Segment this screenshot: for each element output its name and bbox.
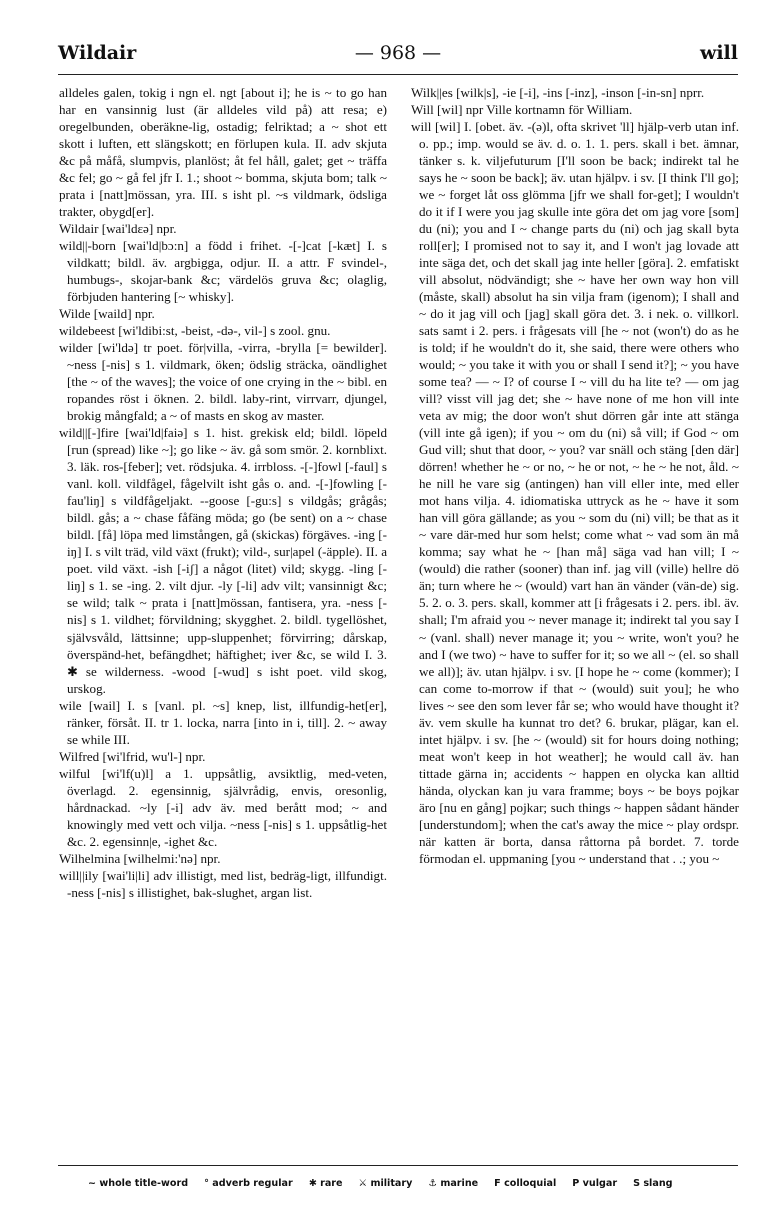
dictionary-entry: Wilde [waild] npr. bbox=[59, 306, 155, 322]
dictionary-entry: will||ily [wai'li|li] adv illistigt, med list, bedräg-ligt, illfundigt. -ness [-nis] s illistighet, bak-slughet, argan list. bbox=[59, 867, 387, 900]
dictionary-entry: Wilfred [wi'lfrid, wu'l-] npr. bbox=[59, 748, 206, 764]
page-number: — 968 — bbox=[354, 42, 442, 64]
legend-item: ~ whole title-word bbox=[88, 1177, 189, 1189]
dictionary-entry: wilful [wi'lf(u)l] a 1. uppsåtlig, avsiktlig, med-veten, överlagd. 2. egensinnig, självrådig, envis, oresonlig, hårdnackad. ~ly [-i] adv äv. med berått mod; ~ and knowingly med vett och vilja. ~ness [-nis] s 1. uppsåtlig-het &c. 2. egensinn|e, -ighet &c. bbox=[59, 765, 387, 849]
legend-item: ⚔ military bbox=[358, 1177, 413, 1189]
dictionary-entry: alldeles galen, tokig i ngn el. ngt [about i]; he is ~ to go han har en vansinnig lust (är alldeles vild på) att resa; e) oregelbunden, oberäkne-lig, ostadig; felriktad; a ~ shot ett skott i luften, ett slängskott; en förlupen kula. II. adv skjuta &c på måfå, slumpvis, planlöst; åt fel håll, galet; get ~ träffa &c fel; go ~ gå fel jfr I. 1.; shoot ~ bomma, skjuta bom; talk ~ prata i [natt]mössan, yra. III. s isht pl. ~s vildmark, ödsliga trakter, obygd[er]. bbox=[59, 85, 387, 220]
right-column bbox=[411, 84, 739, 867]
abbreviation-legend bbox=[88, 1172, 738, 1194]
legend-item: ⚓ marine bbox=[428, 1177, 479, 1189]
dictionary-entry: Wilk||es [wilk|s], -ie [-i], -ins [-inz], -inson [-in-sn] nprr. bbox=[411, 85, 705, 100]
dictionary-entry: wile [wail] I. s [vanl. pl. ~s] knep, list, illfundig-het[er], ränker, försåt. II. tr 1. locka, narra [into in i, till]. 2. ~ away se while III. bbox=[59, 697, 387, 747]
page-header bbox=[58, 42, 738, 72]
left-column bbox=[59, 84, 387, 901]
dictionary-entry: Will [wil] npr Ville kortnamn för William. bbox=[411, 102, 633, 118]
legend-item: P vulgar bbox=[572, 1177, 618, 1189]
left-guide-word: Wildair bbox=[58, 42, 137, 64]
dictionary-entry: Wilhelmina [wilhelmi:'nə] npr. bbox=[59, 850, 221, 866]
header-rule bbox=[58, 74, 738, 75]
legend-item: S slang bbox=[633, 1177, 673, 1189]
right-guide-word: will bbox=[699, 42, 738, 64]
legend-item: F colloquial bbox=[494, 1177, 557, 1189]
legend-item: ✱ rare bbox=[308, 1177, 343, 1189]
dictionary-entry: wilder [wi'ldə] tr poet. för|villa, -virra, -brylla [= bewilder]. ~ness [-nis] s 1. vildmark, öken; ödslig sträcka, oändlighet [the ~ of the waves]; the voice of one crying in the ~ bibl. en ropandes röst i öknen. 2. bildl. laby-rint, virrvarr, djungel, brokig mångfald; a ~ of masts en skog av master. bbox=[59, 340, 387, 424]
footer-rule bbox=[58, 1165, 738, 1166]
legend-item: ° adverb regular bbox=[204, 1177, 293, 1189]
dictionary-entry: Wildair [wai'ldɛə] npr. bbox=[59, 221, 177, 237]
dictionary-entry: wild||[-]fire [wai'ld|faiə] s 1. hist. grekisk eld; bildl. löpeld [run (spread) like ~]; go like ~ äv. gå som smör. 2. kornblixt. 3. läk. ros-[feber]; vet. rödsjuka. 4. irrbloss. -[-]fowl [-faul] s vanl. koll. vildfågel, fågelvilt isht gås o. and. -[-]fowling [-fau'liŋ] s vildfågeljakt. --goose [-gu:s] s vildgås; grågås; bildl. gås; a ~ chase fåfäng möda; go (be sent) on a ~ chase bildl. [få] löpa med limstången, gå (skickas) förgäves. -ing [-iŋ] I. s vilt träd, vild växt (frukt); vild-, sur|apel (-äpple). II. a poet. vild växt. -ish [-iʃ] a något (litet) vild; skygg. -ling [-liŋ] s 1. se -ing. 2. vilt djur. -ly [-li] adv vilt; vansinnigt &c; se wild; talk ~ prata i [natt]mössan, fantisera, yra. -ness [-nis] s 1. vildhet; förvildning; skygghet. 2. bildl. tygellöshet, självsvåld, lättsinne; upp-sluppenhet; förvirring; dårskap, överspänd-het, befängdhet; häftighet; iver &c, se wild I. 3. ✱ se wilderness. -wood [-wud] s isht poet. vild skog, urskog. bbox=[59, 425, 387, 696]
dictionary-entry: will [wil] I. [obet. äv. -(ə)l, ofta skrivet 'll] hjälp-verb utan inf. o. pp.; imp. would se äv. d. o. 1. 1. pers. skall i bet. ämnar, tänker s. k. viljefuturum [I'll soon be back; indirekt tal he says he ~ soon be back]; äv. utan hjälpv. i sv. [I think I'll go]; we ~ forget låt oss glömma [jfr we shall for-get]; I wouldn't do it if I were you jag skulle inte göra det om jag vore [som] du (ni); you and I ~ change parts du (ni) och jag skall byta roll[er]; I promised not to say it, and I won't jag lovade att inte säga det, och det skall jag inte heller [göra]. 2. emfatiskt vill absolut, nödvändigt; she ~ have her own way hon vill (måste, skall) absolut ha sin vilja fram (igenom); I shall and ~ do it jag vill och [jag] skall göra det. 3. i nek. o. villkorl. sats samt i 2. pers. i frågesats vill [he ~ not (won't) do as he is told; if he wouldn't do it, she said, there were others who would; ~ you take it with you or shall I send it?]; ~ you have some tea? — ~ I? of course I ~ vill du ha lite te? — om jag vill? visst vill jag det; she ~ have none of me hon vill inte veta av mig; the door won't shut dörren går inte att stänga (vill inte gå igen); if you ~ om du (ni) så vill; if God ~ om Gud vill; shut that door, ~ you? var snäll och stäng [den där] dörren! whether he ~ or no, ~ he or not, ~ he ~ he not, åld. ~ he nill he vare sig (antingen) han vill eller inte, med eller mot hans vilja. 4. idiomatiska uttryck as he ~ have it som han vill göra gällande; as you ~ som du (ni) vill; be that as it ~ vare där-med hur som helst; come what ~ vad som än må komma; say what he ~ [han må] säga vad han vill; I ~ (would) die rather (sooner) than inf. jag vill (ville) hellre dö än; turn where he ~ (would) vart han än vänder (vän-de) sig. 5. 2. o. 3. pers. skall, kommer att [i frågesats i 2. pers. ibl. äv. shall; I'm afraid you ~ never manage it; indirekt tal you say I ~ (vanl. shall) never manage it; you ~ write, won't you? he and I (we two) ~ have to suffer for it; so we all ~ (el. so shall we all)]; äv. utan hjälpv. i sv. [I hope he ~ come (kommer); I can come to-morrow if that ~ (would) suit you]; he who lives ~ see den som lever får se; who would have thought it? äv. vem skulle ha kunnat tro det? 6. brukar, plägar, kan el. intet hjälpv. i sv. [he ~ (would) sit for hours doing nothing; meat won't keep in hot weather]; he would call äv. han tittade gärna in; accidents ~ happen en olycka kan alltid hända, olyckan kan ju vara framme; boys ~ be boys pojkar äro [nu en gång] pojkar; such things ~ happen sådant händer [understundom]; when the cat's away the mice ~ play ordspr. när katten är borta, dansa råttorna på bordet. 7. torde förmodan el. uppmaning [you ~ understand that . .; you ~ bbox=[411, 119, 739, 866]
dictionary-entry: wildebeest [wi'ldibi:st, -beist, -də-, vil-] s zool. gnu. bbox=[59, 323, 331, 339]
dictionary-entry: wild||-born [wai'ld|bɔ:n] a född i frihet. -[-]cat [-kæt] I. s vildkatt; bildl. äv. argbigga, odjur. II. a attr. F svindel-, humbugs-, skojar-bank &c; värdelös gruva &c; olaglig, förbjuden hantering [~ whisky]. bbox=[59, 238, 387, 305]
